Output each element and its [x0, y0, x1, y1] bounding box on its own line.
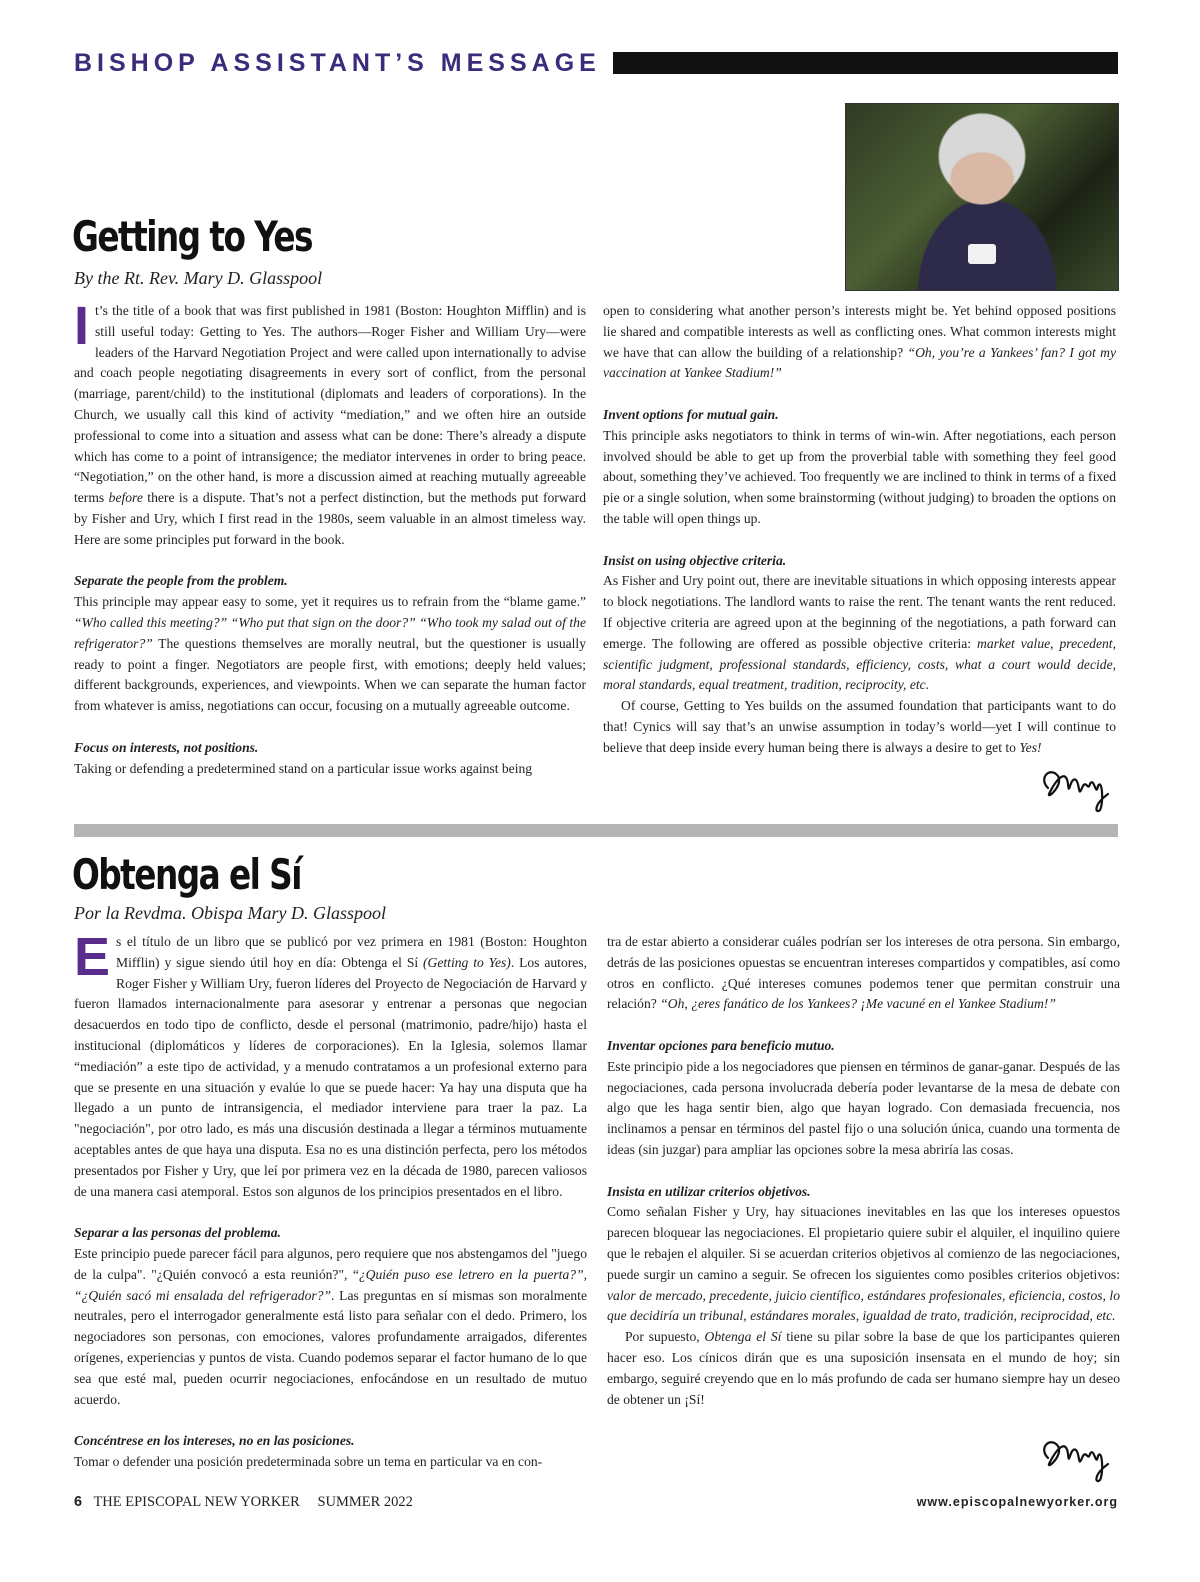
header-bar [613, 52, 1118, 74]
dropcap-english: I [74, 296, 90, 356]
subhead-concentrese-intereses: Concéntrese en los intereses, no en las posiciones. [74, 1433, 355, 1449]
page-number: 6 [74, 1494, 83, 1510]
publication-name: THE EPISCOPAL NEW YORKER [93, 1494, 300, 1510]
subhead-focus-interests: Focus on interests, not positions. [74, 739, 259, 755]
section-header [74, 48, 1118, 78]
subhead-inventar-opciones: Inventar opciones para beneficio mutuo. [607, 1037, 835, 1053]
byline-english: By the Rt. Rev. Mary D. Glasspool [74, 268, 323, 288]
spanish-left-column: Es el título de un libro que se publicó por vez primera en 1981 (Boston: Houghton Mifflin) y sigue siendo útil hoy en día: Obtenga el Sí (Getting to Yes). Los autores, Roger Fisher y William Ury, fueron líderes del Proyecto de Negociación de Harvard y fueron llamados internacionalmente para asesorar y entrenar a personas que negocian desacuerdos en todo tipo de conflicto, desde el personal (matrimonio, padre/hijo) hasta el institucional (diplomáticos y líderes de corporaciones). En la Iglesia, solemos llamar “mediación” a este tipo de actividad, y a menudo contratamos a un profesional externo para que se presente en una situación y evalúe lo que se puede hacer: Ya hay una disputa que ha llegado a un punto de intransigencia, el mediador interviene para traer la paz. La "negociación", por otro lado, es más una discusión destinada a llegar a términos mutuamente aceptables antes de que haya una disputa. Esa no es una distinción perfecta, pero los métodos presentados por Fisher y Ury, que leí por primera vez en la década de 1980, parecen valiosos de una manera casi atemporal. Estos son algunos de los principios presentados en el libro. Separar a las personas del problema. Este principio puede parecer fácil para algunos, pero requiere que nos abstengamos del "juego de la culpa". "¿Quién convocó a esta reunión?", “¿Quién puso ese letrero en la puerta?”, “¿Quién sacó mi ensalada del refrigerador?”. Las preguntas en sí mismas son moralmente neutrales, pero el interrogador generalmente está listo para señalar con el dedo. Primero, los negociadores son personas, con emociones, valores profundamente arraigados, diferentes orígenes, experiencias y puntos de vista. Cuando podemos separar el factor humano de lo que sea que esté mal, pueden ocurrir negociaciones, enfocándose en un resultado de mutuo acuerdo. Concéntrese en los intereses, no en las posiciones. Tomar o defender una posición predeterminada sobre un tema en particular va en con- [74, 927, 587, 1469]
dropcap-spanish: E [74, 927, 111, 987]
clerical-collar [968, 244, 996, 264]
byline-spanish: Por la Revdma. Obispa Mary D. Glasspool [74, 903, 386, 923]
section-divider [74, 824, 1118, 837]
subhead-objective-criteria: Insist on using objective criteria. [603, 552, 787, 568]
signature-english [1036, 758, 1116, 818]
article-title-english: Getting to Yes [72, 212, 313, 261]
subhead-separar-personas: Separar a las personas del problema. [74, 1225, 281, 1241]
issue-date: SUMMER 2022 [317, 1494, 413, 1510]
subhead-invent-options: Invent options for mutual gain. [603, 406, 779, 422]
subhead-criterios-objetivos: Insista en utilizar criterios objetivos. [607, 1183, 811, 1199]
signature-spanish [1036, 1428, 1116, 1488]
spanish-right-column: tra de estar abierto a considerar cuáles podrían ser los intereses de otra persona. Sin embargo, detrás de las posiciones opuestas se encuentran intereses compartidos y compatibles, así como otros en conflicto. ¿Qué intereses comunes podemos tener que permitan construir una relación? “Oh, ¿eres fanático de los Yankees? ¡Me vacuné en el Yankee Stadium!” Inventar opciones para beneficio mutuo. Este principio pide a los negociadores que piensen en términos de ganar-ganar. Después de las negociaciones, cada persona involucrada debería poder levantarse de la mesa de debate con algo que les haga sentir bien, algo que hayan logrado. Con demasiada frecuencia, nos inclinamos a pensar en términos del pastel fijo o una solución única, cuando una tormenta de ideas (sin juzgar) para ampliar las opciones sobre la mesa abriría las cosas. Insista en utilizar criterios objetivos. Como señalan Fisher y Ury, hay situaciones inevitables en las que los intereses opuestos parecen bloquear las negociaciones. El propietario quiere subir el alquiler, el inquilino quiere que le rebajen el alquiler. Si se acuerdan criterios objetivos al comienzo de las negociaciones, puede surgir un camino a seguir. Se ofrecen los siguientes como posibles criterios objetivos: valor de mercado, precedente, juicio científico, estándares profesionales, eficiencia, costos, lo que decidiría un tribunal, estándares morales, igualdad de trato, tradición, reciprocidad, etc. Por supuesto, Obtenga el Sí tiene su pilar sobre la base de que los participantes quieren hacer eso. Los cínicos dirán que es una suposición insensata en el mundo de hoy; sin embargo, seguiré creyendo que en lo más profundo de cada ser humano siempre hay un deseo de obtener un ¡Sí! [607, 934, 1120, 1407]
subhead-separate-people: Separate the people from the problem. [74, 573, 288, 589]
english-left-column: It’s the title of a book that was first published in 1981 (Boston: Houghton Mifflin) and is still useful today: Getting to Yes. The authors—Roger Fisher and William Ury—were leaders of the Harvard Negotiation Project and were called upon internationally to advise and coach people negotiating disagreements in every sort of conflict, from the personal (marriage, parent/child) to the institutional (diplomats and leaders of corporations). In the Church, we usually call this kind of activity “mediation,” and we often hire an outside professional to come into a situation and assess what can be done: There’s already a dispute which has come to a point of intransigence; the mediator intervenes in order to bring peace. “Negotiation,” on the other hand, is more a discussion aimed at reaching mutually agreeable terms before there is a dispute. That’s not a perfect distinction, but the methods put forward by Fisher and Ury, which I first read in the 1980s, seem valuable in an almost timeless way. Here are some principles put forward in the book. Separate the people from the problem. This principle may appear easy to some, yet it requires us to refrain from the “blame game.” “Who called this meeting?” “Who put that sign on the door?” “Who took my salad out of the refrigerator?” The questions themselves are morally neutral, but the questioner is usually ready to point a finger. Negotiators are people first, with emotions; deeply held values; different backgrounds, experiences, and viewpoints. When we can separate the human factor from whatever is amiss, negotiations can occur, focusing on a mutually agreeable outcome. Focus on interests, not positions. Taking or defending a predetermined stand on a particular issue works against being [74, 296, 586, 776]
bishop-portrait-photo [845, 103, 1119, 291]
footer-publication [74, 1494, 413, 1511]
website-link[interactable]: www.episcopalnewyorker.org [916, 1495, 1118, 1509]
article-title-spanish: Obtenga el Sí [72, 850, 301, 899]
section-title: BISHOP ASSISTANT’S MESSAGE [74, 48, 601, 77]
english-right-column: open to considering what another person’s interests might be. Yet behind opposed positions lie shared and compatible interests as well as conflicting ones. What common interests might we have that can allow the building of a relationship? “Oh, you’re a Yankees’ fan? I got my vaccination at Yankee Stadium!” Invent options for mutual gain. This principle asks negotiators to think in terms of win-win. After negotiations, each person involved should be able to get up from the proverbial table with something they feel good about, something they’ve achieved. Too frequently we are inclined to think in terms of a fixed pie or a single solution, when some brainstorming (without judging) to broaden the options on the table will open things up. Insist on using objective criteria. As Fisher and Ury point out, there are inevitable situations in which opposing interests appear to block negotiations. The landlord wants to raise the rent. The tenant wants the rent reduced. If objective criteria are agreed upon at the beginning of the negotiations, a path forward can emerge. The following are offered as possible objective criteria: market value, precedent, scientific judgment, professional standards, efficiency, costs, what a court would decide, moral standards, equal treatment, tradition, reciprocity, etc. Of course, Getting to Yes builds on the assumed foundation that participants want to do that! Cynics will say that’s an unwise assumption in today’s world—yet I will continue to believe that deep inside every human being there is always a desire to get to Yes! [603, 303, 1116, 755]
